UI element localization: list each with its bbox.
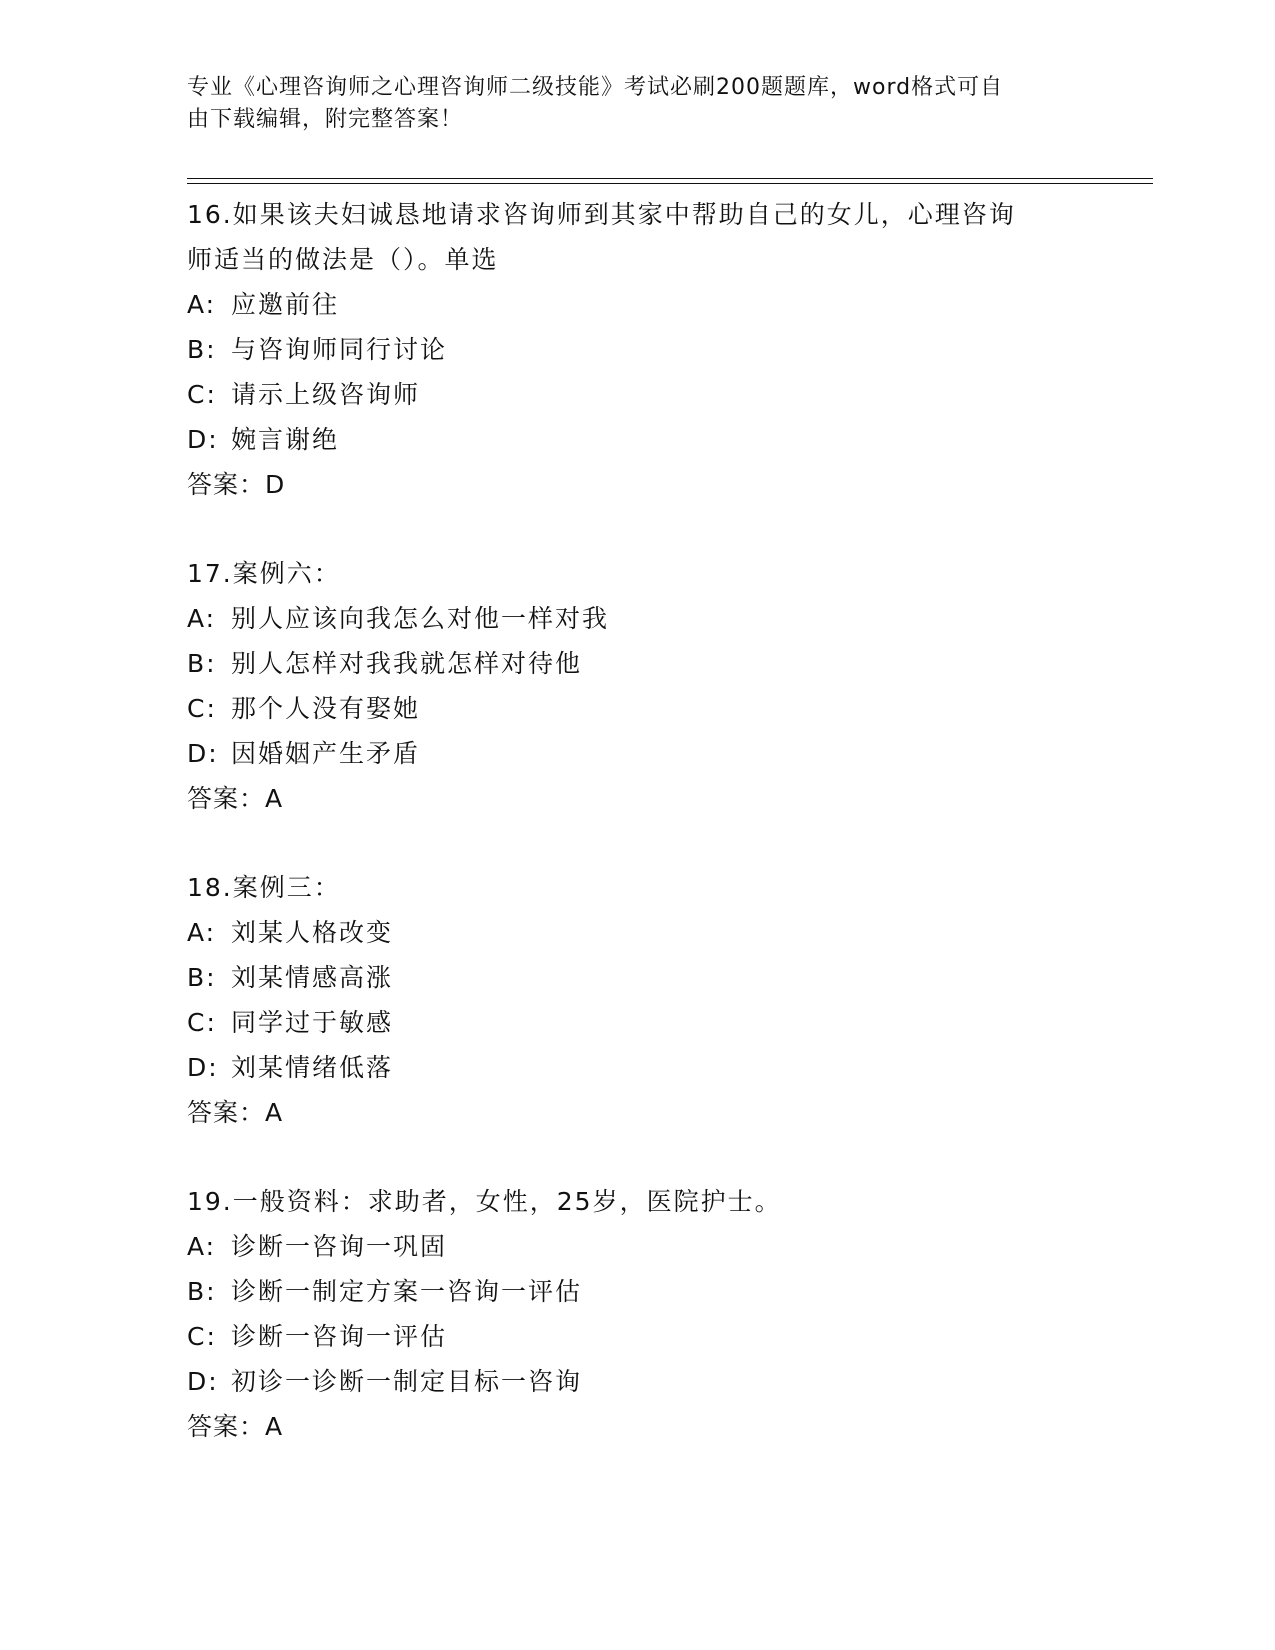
question-stem	[187, 865, 1087, 910]
answer-label: 答案：	[187, 784, 266, 813]
option-text: 那个人没有娶她	[231, 694, 421, 723]
option-letter: B:	[187, 335, 217, 364]
option-letter: A:	[187, 918, 217, 947]
option-letter: D:	[187, 425, 219, 454]
option-c	[187, 1314, 1087, 1359]
question-text-line-2: 师适当的做法是（）。单选	[187, 245, 499, 274]
answer-value: A	[265, 784, 284, 813]
option-a	[187, 596, 1087, 641]
option-letter: D:	[187, 739, 219, 768]
option-b	[187, 327, 1087, 372]
header-divider-bottom	[187, 183, 1153, 184]
option-letter: C:	[187, 694, 217, 723]
option-text: 刘某情感高涨	[231, 963, 394, 992]
option-letter: A:	[187, 290, 217, 319]
option-text: 应邀前往	[231, 290, 340, 319]
option-a	[187, 910, 1087, 955]
option-text: 诊断一咨询一巩固	[231, 1232, 448, 1261]
question-17	[187, 551, 1087, 821]
option-c	[187, 372, 1087, 417]
option-text: 刘某情绪低落	[231, 1053, 394, 1082]
answer-line	[187, 776, 1087, 821]
option-letter: D:	[187, 1053, 219, 1082]
question-text-line-1: 案例六：	[232, 559, 341, 588]
question-number: 19.	[187, 1187, 233, 1216]
question-stem	[187, 1179, 1087, 1224]
option-text: 诊断一咨询一评估	[231, 1322, 448, 1351]
question-stem	[187, 192, 1087, 237]
option-letter: D:	[187, 1367, 219, 1396]
option-letter: B:	[187, 649, 217, 678]
option-letter: B:	[187, 1277, 217, 1306]
option-letter: B:	[187, 963, 217, 992]
question-text-line-1: 如果该夫妇诚恳地请求咨询师到其家中帮助自己的女儿，心理咨询	[232, 200, 1016, 229]
question-text-line-1: 一般资料：求助者，女性，25岁，医院护士。	[232, 1187, 782, 1216]
header-divider-top	[187, 178, 1153, 179]
option-text: 诊断一制定方案一咨询一评估	[231, 1277, 583, 1306]
option-text: 刘某人格改变	[231, 918, 394, 947]
option-letter: C:	[187, 1008, 217, 1037]
header-line-1: 专业《心理咨询师之心理咨询师二级技能》考试必刷200题题库，word格式可自	[187, 75, 1004, 100]
option-d	[187, 731, 1087, 776]
option-text: 因婚姻产生矛盾	[231, 739, 421, 768]
option-d	[187, 1045, 1087, 1090]
option-text: 初诊一诊断一制定目标一咨询	[231, 1367, 583, 1396]
question-18	[187, 865, 1087, 1135]
document-header	[187, 72, 1067, 136]
question-stem	[187, 551, 1087, 596]
option-letter: C:	[187, 1322, 217, 1351]
question-19	[187, 1179, 1087, 1449]
question-16	[187, 192, 1087, 507]
question-number: 17.	[187, 559, 233, 588]
option-d	[187, 1359, 1087, 1404]
question-list	[187, 192, 1087, 1493]
option-text: 同学过于敏感	[231, 1008, 394, 1037]
option-c	[187, 1000, 1087, 1045]
question-number: 16.	[187, 200, 233, 229]
option-b	[187, 641, 1087, 686]
option-d	[187, 417, 1087, 462]
answer-value: A	[265, 1412, 284, 1441]
option-letter: A:	[187, 604, 217, 633]
option-c	[187, 686, 1087, 731]
option-text: 请示上级咨询师	[231, 380, 421, 409]
answer-line	[187, 1090, 1087, 1135]
option-letter: C:	[187, 380, 217, 409]
answer-value: D	[265, 470, 286, 499]
question-text-line-1: 案例三：	[232, 873, 341, 902]
option-text: 别人怎样对我我就怎样对待他	[231, 649, 583, 678]
answer-label: 答案：	[187, 1412, 266, 1441]
option-text: 婉言谢绝	[231, 425, 340, 454]
answer-value: A	[265, 1098, 284, 1127]
answer-line	[187, 462, 1087, 507]
option-b	[187, 955, 1087, 1000]
question-number: 18.	[187, 873, 233, 902]
answer-label: 答案：	[187, 1098, 266, 1127]
option-b	[187, 1269, 1087, 1314]
answer-line	[187, 1404, 1087, 1449]
answer-label: 答案：	[187, 470, 266, 499]
option-a	[187, 282, 1087, 327]
option-text: 与咨询师同行讨论	[231, 335, 448, 364]
option-a	[187, 1224, 1087, 1269]
option-letter: A:	[187, 1232, 217, 1261]
header-line-2: 由下载编辑，附完整答案！	[187, 107, 464, 132]
option-text: 别人应该向我怎么对他一样对我	[231, 604, 610, 633]
